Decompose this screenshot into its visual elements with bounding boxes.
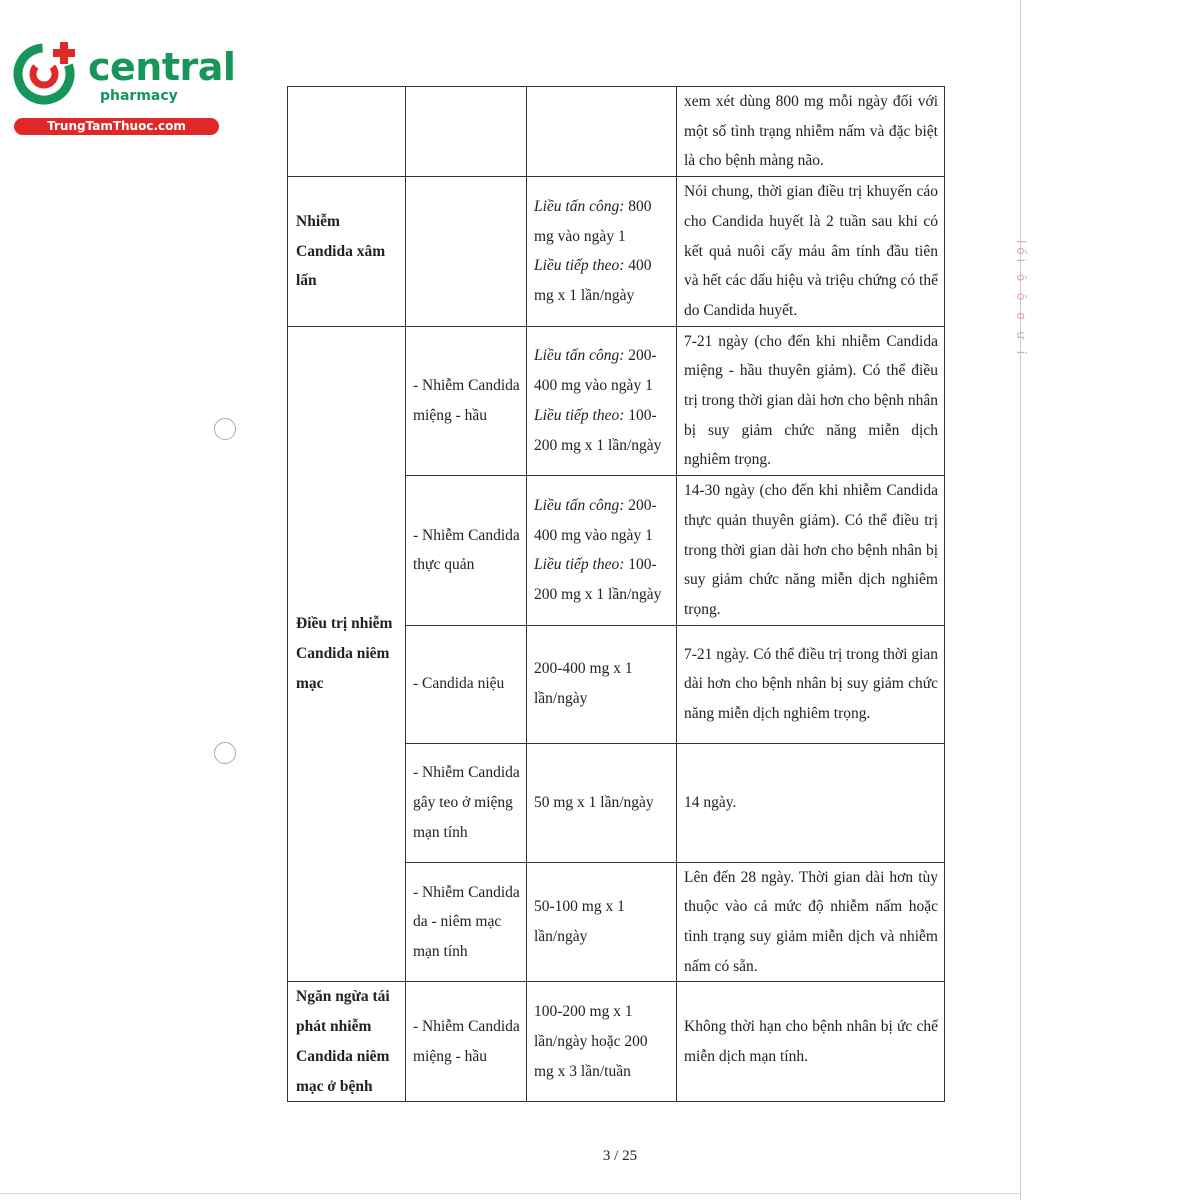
indication-cell: Nhiễm Candida xâm lấn: [288, 177, 406, 327]
dose-cell: 50 mg x 1 lần/ngày: [527, 743, 677, 862]
form-cell: - Nhiễm Candida gây teo ở miệng mạn tính: [406, 743, 527, 862]
indication-cell: [288, 87, 406, 177]
form-cell: - Candida niệu: [406, 625, 527, 743]
form-cell: - Nhiễm Candida miệng - hầu: [406, 326, 527, 476]
page-edge-bottom: [0, 1193, 1021, 1194]
duration-cell: 7-21 ngày (cho đến khi nhiễm Candida miệng - hầu thuyên giảm). Có thể điều trị trong thời gian dài hơn cho bệnh nhân bị suy giảm chức năng miễn dịch nghiêm trọng.: [677, 326, 945, 476]
duration-cell: 14 ngày.: [677, 743, 945, 862]
side-stamp: lối ô ô ơ ư ỉ: [1014, 240, 1028, 359]
punch-hole: [214, 742, 236, 764]
dose-label: Liều tiếp theo:: [534, 257, 625, 275]
duration-cell: Không thời hạn cho bệnh nhân bị ức chế miễn dịch mạn tính.: [677, 982, 945, 1102]
dose-text: 100-200 mg x 1 lần/ngày: [534, 556, 662, 604]
dose-text: 100-200 mg x 1 lần/ngày: [534, 406, 662, 454]
dose-label: Liều tấn công:: [534, 496, 625, 514]
dose-label: Liều tấn công:: [534, 197, 625, 215]
brand-website-link[interactable]: TrungTamThuoc.com: [14, 118, 219, 135]
table-row: [288, 326, 945, 476]
dosage-table: [287, 86, 945, 1102]
page-number: 3 / 25: [602, 1148, 638, 1164]
dose-cell: 50-100 mg x 1 lần/ngày: [527, 862, 677, 982]
duration-cell: Lên đến 28 ngày. Thời gian dài hơn tùy thuộc vào cả mức độ nhiễm nấm hoặc tình trạng suy giảm miễn dịch và nhiễm nấm có sẵn.: [677, 862, 945, 982]
form-cell: - Nhiễm Candida miệng - hầu: [406, 982, 527, 1102]
indication-cell: Điều trị nhiễm Candida niêm mạc: [288, 326, 406, 982]
form-cell: - Nhiễm Candida da - niêm mạc mạn tính: [406, 862, 527, 982]
indication-cell: Ngăn ngừa tái phát nhiễm Candida niêm mạc ở bệnh: [288, 982, 406, 1102]
duration-cell: 14-30 ngày (cho đến khi nhiễm Candida thực quản thuyên giảm). Có thể điều trị trong thời gian dài hơn cho bệnh nhân bị suy giảm chức năng miễn dịch nghiêm trọng.: [677, 476, 945, 626]
dose-text: 800 mg vào ngày 1: [534, 197, 652, 245]
table-row: [288, 177, 945, 327]
punch-hole: [214, 418, 236, 440]
duration-cell: Nói chung, thời gian điều trị khuyến cáo cho Candida huyết là 2 tuần sau khi có kết quả nuôi cấy máu âm tính đầu tiên và hết các dấu hiệu và triệu chứng có thể do Candida huyết.: [677, 177, 945, 327]
page-edge: [1020, 0, 1021, 1200]
brand-logo[interactable]: [10, 36, 236, 136]
duration-cell: xem xét dùng 800 mg mỗi ngày đối với một số tình trạng nhiễm nấm và đặc biệt là cho bệnh màng não.: [677, 87, 945, 177]
table-row: [288, 87, 945, 177]
form-cell: [406, 177, 527, 327]
duration-cell: 7-21 ngày. Có thể điều trị trong thời gian dài hơn cho bệnh nhân bị suy giảm chức năng miễn dịch nghiêm trọng.: [677, 625, 945, 743]
dose-text: 200-400 mg vào ngày 1: [534, 347, 657, 395]
brand-sub: pharmacy: [100, 88, 178, 104]
dose-cell: 200-400 mg x 1 lần/ngày: [527, 625, 677, 743]
dose-cell: 100-200 mg x 1 lần/ngày hoặc 200 mg x 3 lần/tuần: [527, 982, 677, 1102]
table-row: [288, 982, 945, 1102]
dose-cell: [527, 326, 677, 476]
dose-label: Liều tiếp theo:: [534, 406, 625, 424]
dose-cell: [527, 87, 677, 177]
dose-text: 400 mg x 1 lần/ngày: [534, 257, 652, 305]
dose-cell: [527, 476, 677, 626]
dose-cell: [527, 177, 677, 327]
form-cell: - Nhiễm Candida thực quản: [406, 476, 527, 626]
brand-name: central: [88, 45, 236, 89]
dose-label: Liều tiếp theo:: [534, 556, 625, 574]
central-pharmacy-logo-icon: [10, 36, 82, 108]
form-cell: [406, 87, 527, 177]
dose-label: Liều tấn công:: [534, 347, 625, 365]
dose-text: 200-400 mg vào ngày 1: [534, 496, 657, 544]
